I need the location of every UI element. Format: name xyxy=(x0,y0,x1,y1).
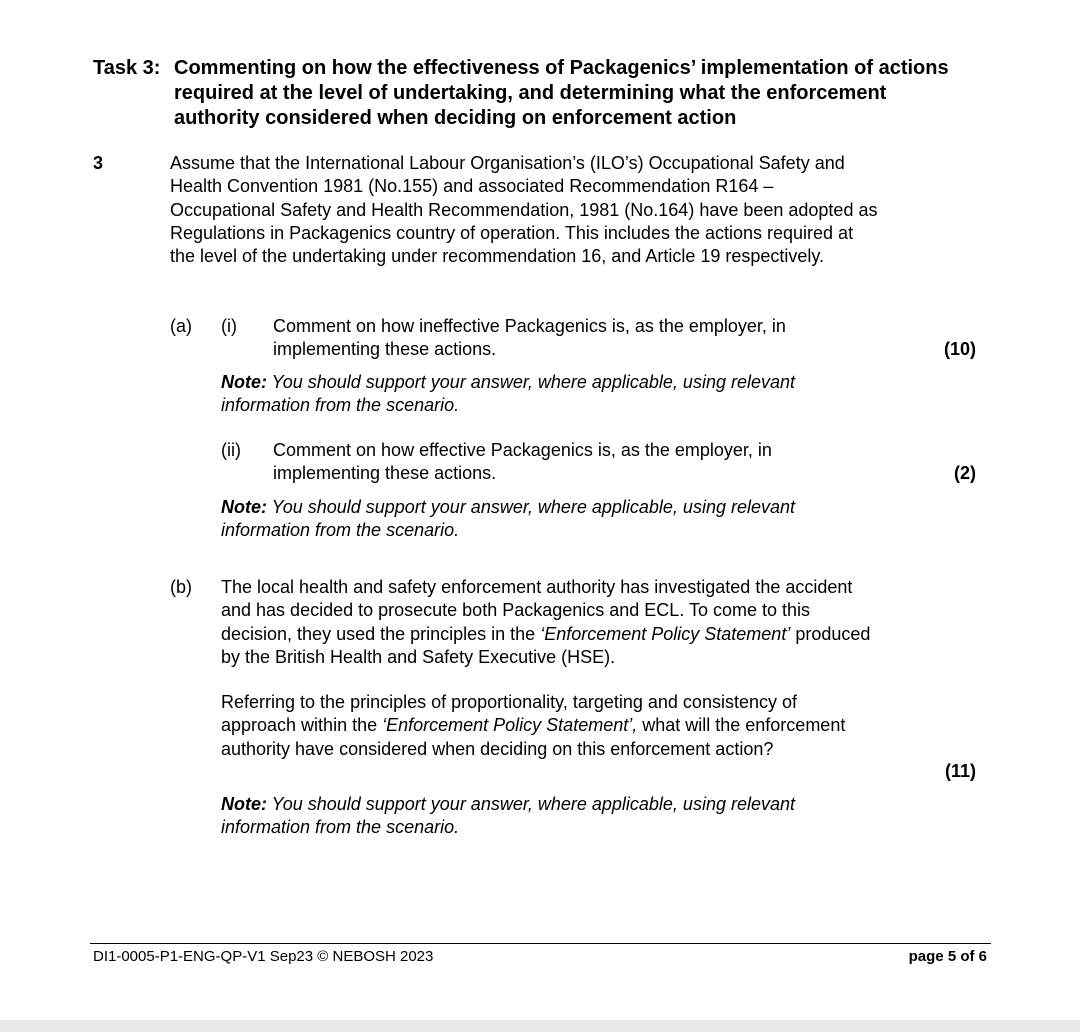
part-b-p2-text-end: what will the enforcement authority have considered when deciding on this enforcement action? xyxy=(221,715,846,759)
footer-document-ref: DI1-0005-P1-ENG-QP-V1 Sep23 © NEBOSH 2023 xyxy=(93,948,434,965)
part-a-i-note xyxy=(221,371,871,418)
part-a-label: (a) xyxy=(170,316,192,336)
part-a-ii-text: Comment on how effective Packagenics is, as the employer, in implementing these actions. xyxy=(273,440,772,484)
viewer-bottom-strip xyxy=(0,1020,1080,1032)
part-b-paragraph-2 xyxy=(221,691,876,761)
note-text: You should support your answer, where applicable, using relevant information from the scenario. xyxy=(221,372,796,416)
part-b-note xyxy=(221,793,871,840)
part-a-i-text: Comment on how ineffective Packagenics is, as the employer, in implementing these actions. xyxy=(273,316,786,360)
part-b-paragraph-1 xyxy=(221,576,876,669)
part-a-ii-note xyxy=(221,496,871,543)
footer-divider xyxy=(90,943,991,944)
part-b-marks: (11) xyxy=(944,761,976,781)
part-b-p2-italic: ‘Enforcement Policy Statement’, xyxy=(382,715,638,736)
question-number: 3 xyxy=(93,153,104,173)
part-b-p1-italic: ‘Enforcement Policy Statement’ xyxy=(540,623,791,644)
note-label: Note: xyxy=(221,372,267,392)
part-b-p1-text: The local health and safety enforcement authority has investigated the accident and has decided to prosecute both Packagenics and ECL. To come to this decision, they used the principles in the xyxy=(221,577,853,644)
note-text: You should support your answer, where applicable, using relevant information from the scenario. xyxy=(221,794,796,838)
part-b-p1-text-end: produced by the British Health and Safety Executive (HSE). xyxy=(221,623,871,667)
note-text: You should support your answer, where applicable, using relevant information from the scenario. xyxy=(221,497,796,541)
note-label: Note: xyxy=(221,497,267,517)
task-title: Commenting on how the effectiveness of Packagenics’ implementation of actions required at the level of undertaking, and determining what the enforcement authority considered when deciding on enforcement action xyxy=(174,57,949,129)
footer-page-number: page 5 of 6 xyxy=(908,948,987,965)
task-prefix: Task 3: xyxy=(93,57,161,79)
part-a-ii-label: (ii) xyxy=(221,440,241,460)
part-b-p2-text: Referring to the principles of proportionality, targeting and consistency of approach within the xyxy=(221,692,797,736)
part-a-i-label: (i) xyxy=(221,316,237,336)
question-intro: Assume that the International Labour Organisation’s (ILO’s) Occupational Safety and Health Convention 1981 (No.155) and associated Recommendation R164 – Occupational Safety and Health Recommendation, 1981 (No.164) have been adopted as Regulations in Packagenics country of operation. This includes the actions required at the level of the undertaking under recommendation 16, and Article 19 respectively. xyxy=(170,153,878,267)
part-a-i-marks: (10) xyxy=(943,339,976,359)
part-b-label: (b) xyxy=(170,577,192,597)
part-a-ii-marks: (2) xyxy=(954,463,976,483)
note-label: Note: xyxy=(221,794,267,814)
